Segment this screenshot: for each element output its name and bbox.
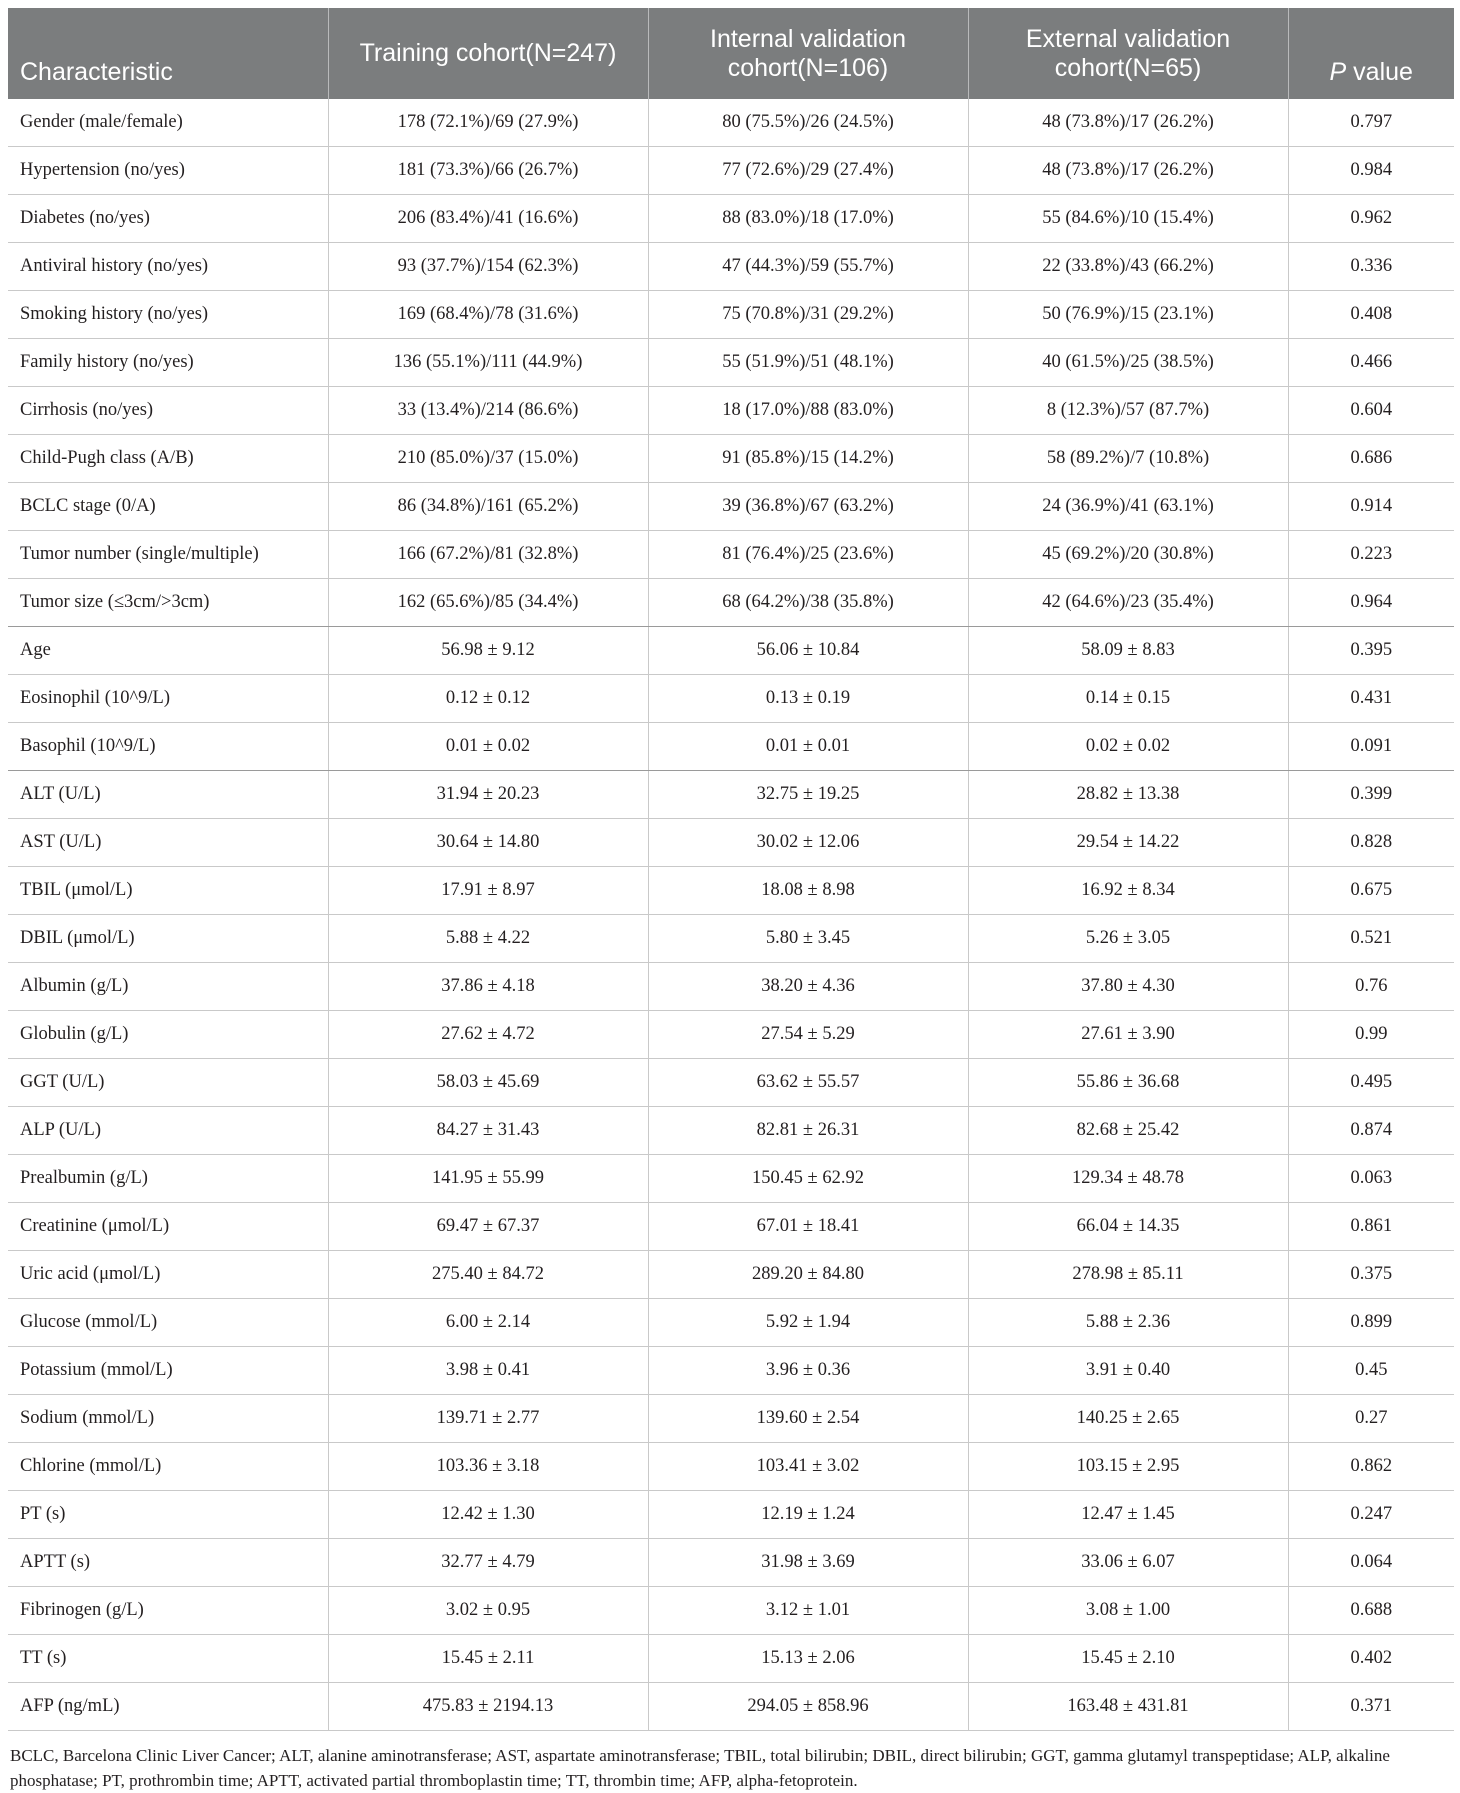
cell-external-validation: 12.47 ± 1.45 [968,1491,1288,1539]
table-row [8,723,1454,771]
table-row [8,243,1454,291]
cell-training-cohort: 206 (83.4%)/41 (16.6%) [328,195,648,243]
cell-training-cohort: 178 (72.1%)/69 (27.9%) [328,99,648,147]
table-row [8,1011,1454,1059]
cell-characteristic: Prealbumin (g/L) [8,1155,328,1203]
cell-internal-validation: 0.13 ± 0.19 [648,675,968,723]
cell-characteristic: Chlorine (mmol/L) [8,1443,328,1491]
cell-external-validation: 129.34 ± 48.78 [968,1155,1288,1203]
table-row [8,1539,1454,1587]
cell-training-cohort: 58.03 ± 45.69 [328,1059,648,1107]
cell-characteristic: Antiviral history (no/yes) [8,243,328,291]
cell-internal-validation: 18 (17.0%)/88 (83.0%) [648,387,968,435]
table-row [8,579,1454,627]
table-row [8,483,1454,531]
table-row [8,1299,1454,1347]
table-row [8,771,1454,819]
cell-internal-validation: 32.75 ± 19.25 [648,771,968,819]
cell-internal-validation: 0.01 ± 0.01 [648,723,968,771]
cell-p-value: 0.063 [1288,1155,1454,1203]
cell-internal-validation: 27.54 ± 5.29 [648,1011,968,1059]
cell-characteristic: Gender (male/female) [8,99,328,147]
cell-external-validation: 55.86 ± 36.68 [968,1059,1288,1107]
cell-characteristic: Eosinophil (10^9/L) [8,675,328,723]
cell-external-validation: 8 (12.3%)/57 (87.7%) [968,387,1288,435]
cell-p-value: 0.408 [1288,291,1454,339]
cell-characteristic: TBIL (μmol/L) [8,867,328,915]
cell-characteristic: DBIL (μmol/L) [8,915,328,963]
cell-external-validation: 24 (36.9%)/41 (63.1%) [968,483,1288,531]
cell-p-value: 0.675 [1288,867,1454,915]
cell-p-value: 0.984 [1288,147,1454,195]
cell-internal-validation: 82.81 ± 26.31 [648,1107,968,1155]
cell-training-cohort: 275.40 ± 84.72 [328,1251,648,1299]
cell-p-value: 0.861 [1288,1203,1454,1251]
table-footnote: BCLC, Barcelona Clinic Liver Cancer; ALT, alanine aminotransferase; AST, aspartate aminotransferase; TBIL, total bilirubin; DBIL, direct bilirubin; GGT, gamma glutamyl transpeptidase; ALP, alkaline phosphatase; PT, prothrombin time; APTT, activated partial thromboplastin time; TT, thrombin time; AFP, alpha-fetoprotein. [10,1746,1390,1790]
cell-training-cohort: 103.36 ± 3.18 [328,1443,648,1491]
cell-external-validation: 3.91 ± 0.40 [968,1347,1288,1395]
cell-external-validation: 82.68 ± 25.42 [968,1107,1288,1155]
table-row [8,1395,1454,1443]
table-row [8,435,1454,483]
cell-internal-validation: 31.98 ± 3.69 [648,1539,968,1587]
cell-internal-validation: 67.01 ± 18.41 [648,1203,968,1251]
cell-internal-validation: 47 (44.3%)/59 (55.7%) [648,243,968,291]
cell-characteristic: Potassium (mmol/L) [8,1347,328,1395]
cell-characteristic: Sodium (mmol/L) [8,1395,328,1443]
cell-characteristic: Smoking history (no/yes) [8,291,328,339]
table-row [8,1443,1454,1491]
cell-internal-validation: 68 (64.2%)/38 (35.8%) [648,579,968,627]
table-row [8,675,1454,723]
cell-training-cohort: 69.47 ± 67.37 [328,1203,648,1251]
cell-characteristic: Hypertension (no/yes) [8,147,328,195]
cell-external-validation: 27.61 ± 3.90 [968,1011,1288,1059]
cell-training-cohort: 0.12 ± 0.12 [328,675,648,723]
cell-external-validation: 58.09 ± 8.83 [968,627,1288,675]
cell-characteristic: Cirrhosis (no/yes) [8,387,328,435]
cell-characteristic: TT (s) [8,1635,328,1683]
cell-training-cohort: 15.45 ± 2.11 [328,1635,648,1683]
table-row [8,915,1454,963]
table-row [8,1203,1454,1251]
table-body [8,99,1454,1731]
header-internal-validation-cohort: Internal validation cohort(N=106) [648,8,968,99]
table-container [8,8,1454,1793]
cell-p-value: 0.45 [1288,1347,1454,1395]
table-header [8,8,1454,99]
cell-internal-validation: 12.19 ± 1.24 [648,1491,968,1539]
cell-p-value: 0.431 [1288,675,1454,723]
cell-characteristic: Glucose (mmol/L) [8,1299,328,1347]
header-p-value [1288,8,1454,99]
cell-external-validation: 5.26 ± 3.05 [968,915,1288,963]
cell-external-validation: 15.45 ± 2.10 [968,1635,1288,1683]
table-row [8,1587,1454,1635]
table-row [8,1251,1454,1299]
cell-characteristic: Globulin (g/L) [8,1011,328,1059]
cell-characteristic: AST (U/L) [8,819,328,867]
cell-internal-validation: 15.13 ± 2.06 [648,1635,968,1683]
table-row [8,1491,1454,1539]
table-row [8,339,1454,387]
cell-internal-validation: 38.20 ± 4.36 [648,963,968,1011]
cell-training-cohort: 30.64 ± 14.80 [328,819,648,867]
cell-training-cohort: 86 (34.8%)/161 (65.2%) [328,483,648,531]
cell-external-validation: 48 (73.8%)/17 (26.2%) [968,99,1288,147]
cell-p-value: 0.27 [1288,1395,1454,1443]
table-row [8,1347,1454,1395]
cell-external-validation: 163.48 ± 431.81 [968,1683,1288,1731]
cell-training-cohort: 33 (13.4%)/214 (86.6%) [328,387,648,435]
header-p-italic: P [1329,58,1347,86]
cell-external-validation: 140.25 ± 2.65 [968,1395,1288,1443]
cell-p-value: 0.521 [1288,915,1454,963]
cell-internal-validation: 3.96 ± 0.36 [648,1347,968,1395]
cell-p-value: 0.064 [1288,1539,1454,1587]
cell-training-cohort: 84.27 ± 31.43 [328,1107,648,1155]
cell-p-value: 0.247 [1288,1491,1454,1539]
cell-p-value: 0.336 [1288,243,1454,291]
cell-external-validation: 0.02 ± 0.02 [968,723,1288,771]
cell-training-cohort: 31.94 ± 20.23 [328,771,648,819]
cell-training-cohort: 12.42 ± 1.30 [328,1491,648,1539]
table-row [8,1683,1454,1731]
cell-p-value: 0.964 [1288,579,1454,627]
table-row [8,99,1454,147]
cell-internal-validation: 88 (83.0%)/18 (17.0%) [648,195,968,243]
cell-p-value: 0.223 [1288,531,1454,579]
cell-internal-validation: 56.06 ± 10.84 [648,627,968,675]
cell-characteristic: Uric acid (μmol/L) [8,1251,328,1299]
cell-external-validation: 50 (76.9%)/15 (23.1%) [968,291,1288,339]
table-row [8,147,1454,195]
cell-internal-validation: 39 (36.8%)/67 (63.2%) [648,483,968,531]
cell-internal-validation: 30.02 ± 12.06 [648,819,968,867]
cell-p-value: 0.375 [1288,1251,1454,1299]
cell-training-cohort: 210 (85.0%)/37 (15.0%) [328,435,648,483]
cell-internal-validation: 55 (51.9%)/51 (48.1%) [648,339,968,387]
cell-p-value: 0.395 [1288,627,1454,675]
cell-training-cohort: 3.02 ± 0.95 [328,1587,648,1635]
cell-external-validation: 28.82 ± 13.38 [968,771,1288,819]
cell-internal-validation: 289.20 ± 84.80 [648,1251,968,1299]
cell-training-cohort: 6.00 ± 2.14 [328,1299,648,1347]
cell-p-value: 0.604 [1288,387,1454,435]
table-row [8,531,1454,579]
cell-external-validation: 45 (69.2%)/20 (30.8%) [968,531,1288,579]
cell-external-validation: 5.88 ± 2.36 [968,1299,1288,1347]
cell-internal-validation: 139.60 ± 2.54 [648,1395,968,1443]
table-row [8,1635,1454,1683]
cell-characteristic: ALP (U/L) [8,1107,328,1155]
cell-external-validation: 55 (84.6%)/10 (15.4%) [968,195,1288,243]
cell-p-value: 0.874 [1288,1107,1454,1155]
cell-external-validation: 278.98 ± 85.11 [968,1251,1288,1299]
cell-p-value: 0.371 [1288,1683,1454,1731]
cell-p-value: 0.99 [1288,1011,1454,1059]
header-p-rest: value [1346,58,1413,86]
cell-training-cohort: 27.62 ± 4.72 [328,1011,648,1059]
table-row [8,195,1454,243]
cell-internal-validation: 63.62 ± 55.57 [648,1059,968,1107]
cell-characteristic: BCLC stage (0/A) [8,483,328,531]
table-row [8,963,1454,1011]
cell-p-value: 0.686 [1288,435,1454,483]
cell-characteristic: ALT (U/L) [8,771,328,819]
cell-training-cohort: 169 (68.4%)/78 (31.6%) [328,291,648,339]
cell-characteristic: Tumor number (single/multiple) [8,531,328,579]
header-characteristic: Characteristic [8,8,328,99]
cell-p-value: 0.495 [1288,1059,1454,1107]
cell-external-validation: 3.08 ± 1.00 [968,1587,1288,1635]
table-row [8,1107,1454,1155]
cell-training-cohort: 0.01 ± 0.02 [328,723,648,771]
cell-external-validation: 103.15 ± 2.95 [968,1443,1288,1491]
cell-p-value: 0.402 [1288,1635,1454,1683]
cell-characteristic: Albumin (g/L) [8,963,328,1011]
cell-p-value: 0.899 [1288,1299,1454,1347]
cell-training-cohort: 56.98 ± 9.12 [328,627,648,675]
cell-external-validation: 33.06 ± 6.07 [968,1539,1288,1587]
cell-characteristic: Child-Pugh class (A/B) [8,435,328,483]
cell-external-validation: 37.80 ± 4.30 [968,963,1288,1011]
table-row [8,819,1454,867]
cell-training-cohort: 17.91 ± 8.97 [328,867,648,915]
cell-training-cohort: 181 (73.3%)/66 (26.7%) [328,147,648,195]
cell-p-value: 0.688 [1288,1587,1454,1635]
cell-p-value: 0.091 [1288,723,1454,771]
cell-p-value: 0.797 [1288,99,1454,147]
cell-characteristic: Diabetes (no/yes) [8,195,328,243]
cell-internal-validation: 3.12 ± 1.01 [648,1587,968,1635]
cell-training-cohort: 37.86 ± 4.18 [328,963,648,1011]
table-row [8,387,1454,435]
cell-training-cohort: 136 (55.1%)/111 (44.9%) [328,339,648,387]
cell-training-cohort: 475.83 ± 2194.13 [328,1683,648,1731]
header-training-cohort: Training cohort(N=247) [328,8,648,99]
cell-external-validation: 29.54 ± 14.22 [968,819,1288,867]
cell-training-cohort: 141.95 ± 55.99 [328,1155,648,1203]
cell-external-validation: 48 (73.8%)/17 (26.2%) [968,147,1288,195]
cell-p-value: 0.962 [1288,195,1454,243]
cell-p-value: 0.828 [1288,819,1454,867]
cell-internal-validation: 5.80 ± 3.45 [648,915,968,963]
cell-characteristic: Tumor size (≤3cm/>3cm) [8,579,328,627]
cell-characteristic: Creatinine (μmol/L) [8,1203,328,1251]
cell-characteristic: PT (s) [8,1491,328,1539]
cell-internal-validation: 80 (75.5%)/26 (24.5%) [648,99,968,147]
cell-internal-validation: 294.05 ± 858.96 [648,1683,968,1731]
characteristics-table [8,8,1454,1731]
cell-p-value: 0.76 [1288,963,1454,1011]
header-external-validation-cohort: External validation cohort(N=65) [968,8,1288,99]
cell-p-value: 0.862 [1288,1443,1454,1491]
cell-external-validation: 22 (33.8%)/43 (66.2%) [968,243,1288,291]
cell-external-validation: 40 (61.5%)/25 (38.5%) [968,339,1288,387]
cell-external-validation: 42 (64.6%)/23 (35.4%) [968,579,1288,627]
cell-p-value: 0.466 [1288,339,1454,387]
cell-characteristic: Age [8,627,328,675]
table-row [8,867,1454,915]
cell-internal-validation: 5.92 ± 1.94 [648,1299,968,1347]
cell-characteristic: APTT (s) [8,1539,328,1587]
cell-characteristic: AFP (ng/mL) [8,1683,328,1731]
cell-external-validation: 66.04 ± 14.35 [968,1203,1288,1251]
cell-training-cohort: 162 (65.6%)/85 (34.4%) [328,579,648,627]
cell-training-cohort: 93 (37.7%)/154 (62.3%) [328,243,648,291]
cell-internal-validation: 75 (70.8%)/31 (29.2%) [648,291,968,339]
cell-internal-validation: 81 (76.4%)/25 (23.6%) [648,531,968,579]
cell-internal-validation: 77 (72.6%)/29 (27.4%) [648,147,968,195]
cell-characteristic: Family history (no/yes) [8,339,328,387]
cell-internal-validation: 91 (85.8%)/15 (14.2%) [648,435,968,483]
cell-characteristic: GGT (U/L) [8,1059,328,1107]
cell-internal-validation: 150.45 ± 62.92 [648,1155,968,1203]
table-row [8,1155,1454,1203]
header-row [8,8,1454,99]
cell-external-validation: 0.14 ± 0.15 [968,675,1288,723]
cell-training-cohort: 3.98 ± 0.41 [328,1347,648,1395]
cell-internal-validation: 18.08 ± 8.98 [648,867,968,915]
cell-training-cohort: 5.88 ± 4.22 [328,915,648,963]
table-row [8,1059,1454,1107]
table-row [8,291,1454,339]
cell-p-value: 0.399 [1288,771,1454,819]
cell-external-validation: 16.92 ± 8.34 [968,867,1288,915]
cell-p-value: 0.914 [1288,483,1454,531]
cell-characteristic: Fibrinogen (g/L) [8,1587,328,1635]
cell-characteristic: Basophil (10^9/L) [8,723,328,771]
cell-internal-validation: 103.41 ± 3.02 [648,1443,968,1491]
cell-training-cohort: 166 (67.2%)/81 (32.8%) [328,531,648,579]
cell-training-cohort: 139.71 ± 2.77 [328,1395,648,1443]
table-row [8,627,1454,675]
cell-training-cohort: 32.77 ± 4.79 [328,1539,648,1587]
cell-external-validation: 58 (89.2%)/7 (10.8%) [968,435,1288,483]
